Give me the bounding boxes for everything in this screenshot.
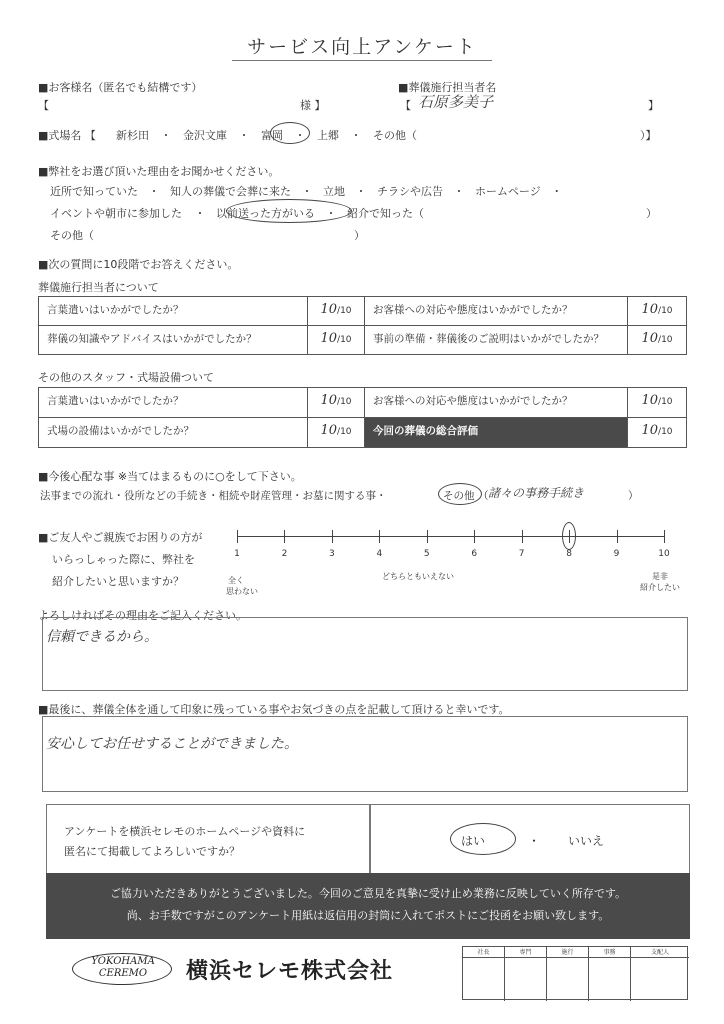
score-value: 10 [641, 302, 659, 317]
stamp-header: 支配人 [650, 949, 669, 956]
rating-question: 事前の準備・葬儀後のご説明はいかがでしたか？ [364, 325, 628, 355]
concerns-other-option[interactable]: その他 [443, 490, 475, 502]
publish-question-line1: アンケートを横浜セレモのホームページや資料に [64, 825, 306, 838]
staff-bracket-close: 】 [648, 99, 659, 112]
customer-name-label: ■お客様名（匿名でも結構です） [38, 81, 203, 94]
separator: ・ [355, 185, 367, 198]
other-section-title: その他のスタッフ・式場設備ついて [38, 371, 214, 384]
thank-you-line1: ご協力いただきありがとうございました。今回のご意見を真摯に受け止め業務に反映していく所存です。 [109, 887, 627, 900]
concerns-other-open: （ [478, 490, 489, 502]
logo-mark-bottom: CEREMO [98, 968, 148, 979]
rating-question: お客様への対応や態度はいかがでしたか？ [364, 296, 628, 326]
publish-yes-option[interactable]: はい [461, 834, 486, 848]
recommend-question-line3: 紹介したいと思いますか？ [52, 575, 184, 588]
rating-label: ■次の質問に10段階でお答えください。 [38, 258, 239, 271]
scale-selected-circle [562, 522, 576, 550]
separator: ・ [350, 129, 362, 142]
reason-option-acquaintance-funeral[interactable]: 知人の葬儀で会葬に来た [170, 185, 291, 198]
score-value: 10 [641, 393, 659, 408]
score-denominator: /10 [658, 397, 673, 407]
company-name: 横浜セレモ株式会社 [186, 959, 394, 984]
venue-option-kamigo[interactable]: 上郷 [317, 129, 339, 142]
customer-name-suffix: 様 】 [300, 99, 326, 112]
score-denominator: /10 [337, 427, 352, 437]
rating-score [627, 387, 687, 418]
score-denominator: /10 [337, 397, 352, 407]
why-answer-handwritten: 信頼できるから。 [46, 629, 158, 645]
score-value: 10 [641, 331, 659, 346]
rating-question: 言葉遣いはいかがでしたか？ [38, 296, 308, 326]
reason-other-close: ） [354, 229, 365, 242]
reason-option-location[interactable]: 立地 [323, 185, 345, 198]
scale-number: 9 [613, 549, 620, 559]
stamp-header: 社長 [477, 949, 490, 956]
scale-number: 1 [234, 549, 240, 559]
concerns-options[interactable]: 法事までの流れ・役所などの手続き・相続や財産管理・お墓に関する事・ [40, 490, 387, 502]
venue-option-other[interactable]: その他（ [373, 129, 417, 142]
reason-line-1 [50, 183, 569, 199]
score-value: 10 [641, 423, 659, 438]
stamp-cell [589, 947, 631, 1001]
staff-name-label: ■葬儀施行担当者名 [398, 81, 497, 94]
scale-number: 5 [423, 549, 430, 559]
publish-selected-circle [450, 823, 516, 855]
separator: ・ [528, 834, 541, 848]
why-label: よろしければその理由をご記入ください。 [38, 609, 247, 622]
stamp-cell [547, 947, 589, 1001]
rating-score [307, 387, 365, 418]
venue-options [116, 127, 417, 143]
reason-label: ■弊社をお選び頂いた理由をお聞かせください。 [38, 165, 280, 178]
reason-selected-circle [226, 199, 352, 223]
separator: ・ [325, 207, 337, 220]
score-value: 10 [320, 302, 338, 317]
impression-label: ■最後に、葬儀全体を通して印象に残っている事やお気づきの点を記載して頂けると幸いです。 [38, 703, 510, 716]
venue-selected-circle [270, 122, 310, 144]
separator: ・ [294, 129, 306, 142]
score-denominator: /10 [658, 306, 673, 316]
scale-number: 8 [566, 549, 572, 559]
publish-no-option[interactable]: いいえ [568, 834, 605, 848]
stamp-header: 事務 [603, 949, 616, 956]
stamp-cell [463, 947, 505, 1001]
scale-tick[interactable] [617, 530, 618, 543]
concerns-selected-circle [438, 483, 482, 505]
score-value: 10 [320, 393, 338, 408]
rating-score [307, 325, 365, 355]
separator: ・ [238, 129, 250, 142]
title-underline [232, 60, 492, 61]
overall-rating-score [627, 417, 687, 448]
reason-other-open[interactable]: その他（ [50, 229, 94, 242]
scale-number: 2 [281, 549, 288, 559]
impression-answer-box[interactable] [42, 716, 688, 792]
rating-score [307, 417, 365, 448]
scale-line [237, 536, 664, 537]
rating-question: 葬儀の知識やアドバイスはいかがでしたか？ [38, 325, 308, 355]
venue-option-tomioka[interactable]: 富岡 [261, 129, 283, 142]
scale-tick[interactable] [284, 530, 285, 543]
rating-question: 言葉遣いはいかがでしたか？ [38, 387, 308, 418]
page-title: サービス向上アンケート [247, 36, 477, 58]
scale-left-label-1: 全く [228, 576, 244, 585]
score-value: 10 [320, 331, 338, 346]
scale-number: 7 [518, 549, 525, 559]
publish-divider [369, 804, 371, 874]
recommend-question-line2: いらっしゃった際に、弊社を [52, 553, 195, 566]
scale-number: 6 [471, 549, 478, 559]
reason-option-referral[interactable]: 紹介で知った（ [347, 207, 424, 220]
rating-score [307, 296, 365, 326]
scale-left-label-2: 思わない [226, 587, 258, 596]
rating-question: お客様への対応や態度はいかがでしたか？ [364, 387, 628, 418]
venue-label: ■式場名 【 [38, 129, 96, 142]
reason-referral-close: ） [646, 207, 657, 220]
venue-bracket-close: ）】 [640, 129, 657, 142]
scale-tick[interactable] [474, 530, 475, 543]
staff-bracket-open: 【 [400, 99, 411, 112]
staff-section-title: 葬儀施行担当者について [38, 281, 159, 294]
reason-option-neighborhood[interactable]: 近所で知っていた [50, 185, 138, 198]
overall-rating-question: 今回の葬儀の総合評価 [364, 417, 628, 448]
scale-tick[interactable] [237, 530, 238, 543]
separator: ・ [453, 185, 465, 198]
scale-number: 4 [376, 549, 383, 559]
reason-option-flyer[interactable]: チラシや広告 [377, 185, 443, 198]
rating-score [627, 325, 687, 355]
score-denominator: /10 [337, 306, 352, 316]
thank-you-banner [46, 873, 690, 939]
separator: ・ [551, 185, 563, 198]
separator: ・ [160, 129, 172, 142]
separator: ・ [301, 185, 313, 198]
scale-tick[interactable] [427, 530, 428, 543]
score-denominator: /10 [337, 335, 352, 345]
scale-tick[interactable] [664, 530, 665, 543]
staff-name-handwritten: 石原多美子 [418, 93, 494, 111]
concerns-other-close: ） [628, 490, 639, 502]
rating-question: 式場の設備はいかがでしたか？ [38, 417, 308, 448]
reason-option-event[interactable]: イベントや朝市に参加した [50, 207, 182, 220]
logo-mark-top: YOKOHAMA [91, 956, 155, 967]
thank-you-line2: 尚、お手数ですがこのアンケート用紙は返信用の封筒に入れてポストにご投函をお願い致します。 [126, 909, 610, 922]
scale-tick[interactable] [379, 530, 380, 543]
company-logo-mark [72, 953, 172, 985]
reason-option-homepage[interactable]: ホームページ [475, 185, 541, 198]
separator: ・ [148, 185, 160, 198]
venue-option-shinsugita[interactable]: 新杉田 [116, 129, 149, 142]
impression-answer-handwritten: 安心してお任せすることができました。 [46, 736, 298, 752]
scale-tick[interactable] [332, 530, 333, 543]
scale-right-label-2: 紹介したい [640, 583, 680, 592]
stamp-header: 専門 [519, 949, 532, 956]
stamp-header: 施行 [561, 949, 574, 956]
score-denominator: /10 [658, 427, 673, 437]
scale-right-label-1: 是非 [652, 572, 668, 581]
scale-number: 10 [658, 549, 670, 559]
stamp-table [462, 946, 688, 1000]
score-value: 10 [320, 423, 338, 438]
stamp-cell [505, 947, 547, 1001]
scale-tick[interactable] [522, 530, 523, 543]
reason-option-previous[interactable]: 以前送った方がいる [216, 207, 315, 220]
rating-score [627, 296, 687, 326]
recommend-question-line1: ■ご友人やご親族でお困りの方が [38, 531, 203, 544]
customer-bracket-open: 【 [38, 99, 49, 112]
scale-mid-label: どちらともいえない [382, 572, 454, 581]
publish-question-line2: 匿名にて掲載してよろしいですか？ [64, 845, 240, 858]
scale-number: 3 [329, 549, 335, 559]
concerns-label: ■今後心配な事 ※当てはまるものに○をして下さい。 [38, 470, 302, 483]
score-denominator: /10 [658, 335, 673, 345]
concerns-other-handwritten: 諸々の事務手続き [488, 486, 585, 500]
stamp-cell [631, 947, 689, 1001]
venue-option-kanazawabunko[interactable]: 金沢文庫 [183, 129, 227, 142]
separator: ・ [194, 207, 206, 220]
